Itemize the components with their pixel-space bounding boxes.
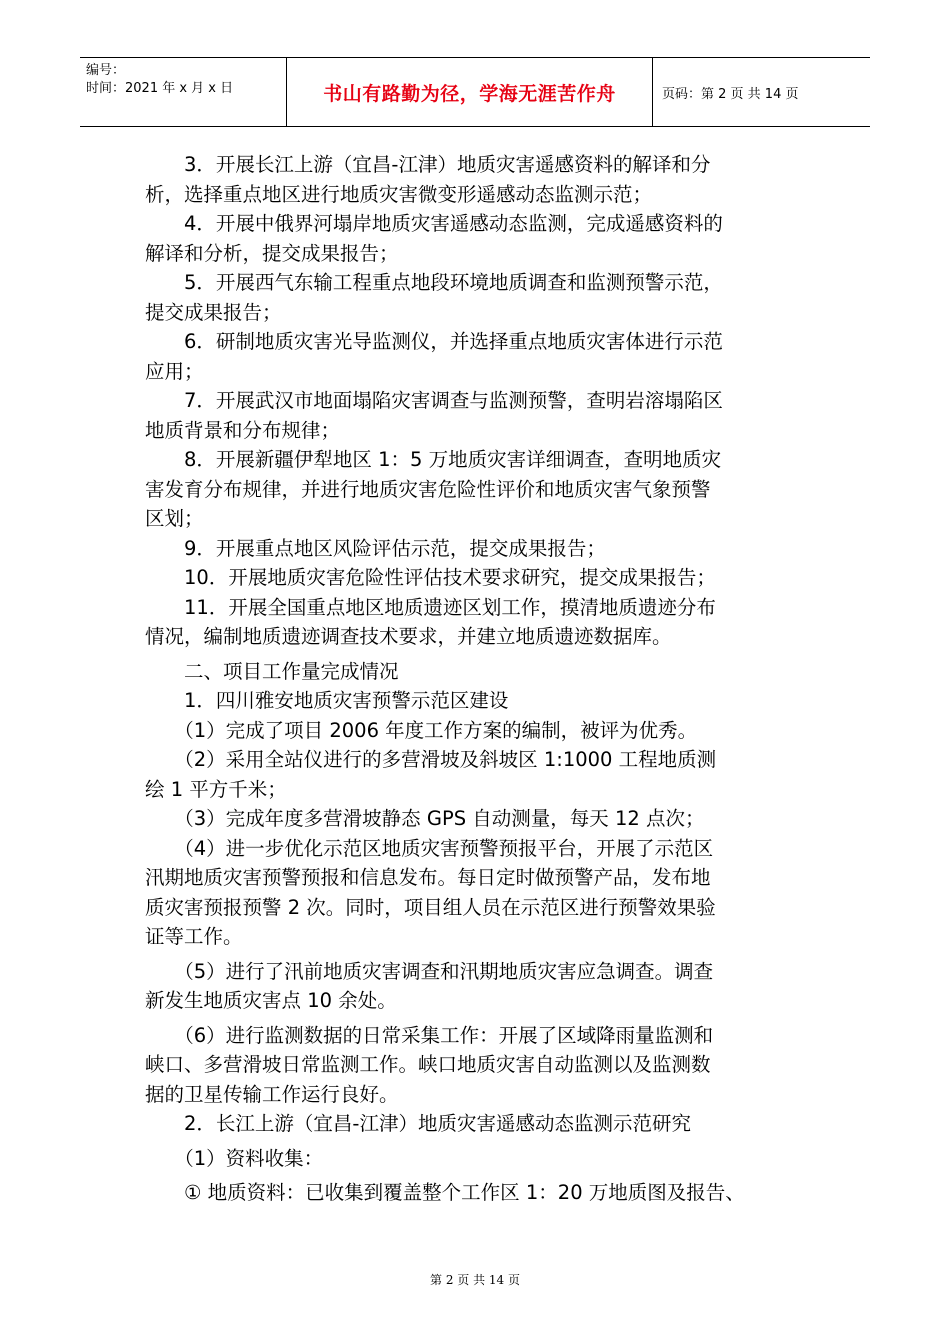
body-line: （1）资料收集： xyxy=(145,1146,324,1170)
body-line: ① 地质资料：已收集到覆盖整个工作区 1：20 万地质图及报告、 xyxy=(145,1181,745,1204)
section-heading: 二、项目工作量完成情况 xyxy=(145,659,399,683)
body-line: 6．研制地质灾害光导监测仪，并选择重点地质灾害体进行示范 xyxy=(145,330,723,353)
body-line: （6）进行监测数据的日常采集工作：开展了区域降雨量监测和 xyxy=(145,1023,714,1047)
body-line: （1）完成了项目 2006 年度工作方案的编制，被评为优秀。 xyxy=(145,718,698,742)
body-line: 地质背景和分布规律； xyxy=(145,418,341,442)
body-line: 质灾害预报预警 2 次。同时，项目组人员在示范区进行预警效果验 xyxy=(145,895,716,919)
body-line: 析，选择重点地区进行地质灾害微变形遥感动态监测示范； xyxy=(145,182,653,206)
body-line: 8．开展新疆伊犁地区 1：5 万地质灾害详细调查，查明地质灾 xyxy=(145,448,722,471)
body-line: 新发生地质灾害点 10 余处。 xyxy=(145,989,397,1012)
body-line: 7．开展武汉市地面塌陷灾害调查与监测预警，查明岩溶塌陷区 xyxy=(145,389,723,412)
body-line: 害发育分布规律，并进行地质灾害危险性评价和地质灾害气象预警 xyxy=(145,477,711,501)
body-line: 证等工作。 xyxy=(145,925,243,948)
body-line: 区划； xyxy=(145,507,204,530)
body-line: 峡口、多营滑坡日常监测工作。峡口地质灾害自动监测以及监测数 xyxy=(145,1053,711,1076)
subsection-heading: 2．长江上游（宜昌-江津）地质灾害遥感动态监测示范研究 xyxy=(145,1112,691,1135)
body-line: （3）完成年度多营滑坡静态 GPS 自动测量，每天 12 点次； xyxy=(145,807,705,830)
header-motto: 书山有路勤为径，学海无涯苦作舟 xyxy=(323,82,616,105)
body-line: 情况，编制地质遗迹调查技术要求，并建立地质遗迹数据库。 xyxy=(145,625,672,648)
body-line: 10．开展地质灾害危险性评估技术要求研究，提交成果报告； xyxy=(145,566,716,589)
subsection-heading: 1．四川雅安地质灾害预警示范区建设 xyxy=(145,689,509,712)
page-footer: 第 2 页 共 14 页 xyxy=(430,1273,520,1287)
header-page-info: 页码：第 2 页 共 14 页 xyxy=(662,87,799,102)
body-line: 据的卫星传输工作运行良好。 xyxy=(145,1082,399,1106)
body-line: 11．开展全国重点地区地质遗迹区划工作，摸清地质遗迹分布 xyxy=(145,595,716,619)
body-line: 提交成果报告； xyxy=(145,300,282,324)
document-date: 时间：2021 年 x 月 x 日 xyxy=(86,81,234,96)
body-line: （5）进行了汛前地质灾害调查和汛期地质灾害应急调查。调查 xyxy=(145,959,714,983)
body-line: 解译和分析，提交成果报告； xyxy=(145,241,399,265)
body-line: 3．开展长江上游（宜昌-江津）地质灾害遥感资料的解译和分 xyxy=(145,153,711,176)
document-body xyxy=(145,150,810,1208)
body-line: 5．开展西气东输工程重点地段环境地质调查和监测预警示范， xyxy=(145,271,723,294)
body-line: 绘 1 平方千米； xyxy=(145,777,287,801)
body-line: 9．开展重点地区风险评估示范，提交成果报告； xyxy=(145,536,606,560)
header-divider xyxy=(652,58,653,126)
body-line: 4．开展中俄界河塌岸地质灾害遥感动态监测，完成遥感资料的 xyxy=(145,212,723,235)
document-number-label: 编号： xyxy=(86,63,126,78)
body-line: （4）进一步优化示范区地质灾害预警预报平台，开展了示范区 xyxy=(145,836,714,860)
body-line: 应用； xyxy=(145,359,204,383)
header-meta xyxy=(86,62,286,98)
body-line: 汛期地质灾害预警预报和信息发布。每日定时做预警产品，发布地 xyxy=(145,866,711,889)
body-line: （2）采用全站仪进行的多营滑坡及斜坡区 1:1000 工程地质测 xyxy=(145,748,717,771)
page-header xyxy=(80,57,870,127)
